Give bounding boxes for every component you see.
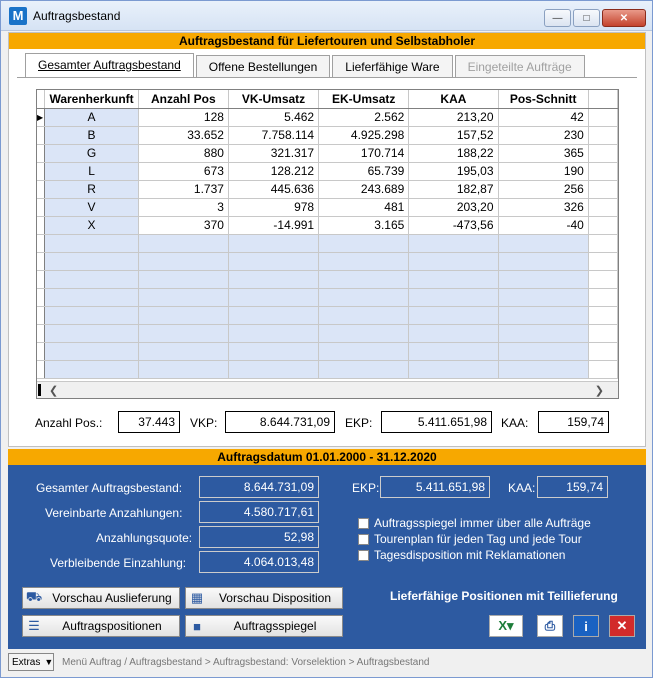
close-button[interactable] [609, 615, 635, 637]
top-panel [8, 32, 646, 447]
extras-dropdown[interactable] [8, 653, 54, 671]
table-cell[interactable] [409, 252, 498, 270]
table-cell-empty [588, 288, 617, 306]
table-cell[interactable]: 321.317 [228, 144, 318, 162]
table-cell[interactable] [138, 252, 228, 270]
table-cell[interactable] [319, 234, 409, 252]
table-cell[interactable]: 170.714 [319, 144, 409, 162]
table-cell[interactable] [45, 324, 138, 342]
table-cell[interactable]: A [45, 108, 138, 126]
col-header-empty [588, 90, 617, 108]
table-cell-empty [588, 306, 617, 324]
table-row[interactable] [37, 126, 618, 144]
table-cell[interactable] [498, 234, 588, 252]
row-selector[interactable] [37, 324, 45, 342]
excel-icon: X▾ [498, 618, 514, 633]
table-cell[interactable] [228, 324, 318, 342]
table-cell[interactable] [409, 270, 498, 288]
col-header[interactable]: EK-Umsatz [319, 90, 409, 108]
book-icon: ■ [193, 618, 201, 634]
table-cell-empty [588, 180, 617, 198]
table-row[interactable] [37, 162, 618, 180]
table-cell[interactable] [138, 234, 228, 252]
table-cell[interactable]: 2.562 [319, 108, 409, 126]
table-cell[interactable]: 182,87 [409, 180, 498, 198]
quote-value: 52,98 [199, 526, 319, 548]
table-cell[interactable] [498, 270, 588, 288]
table-cell[interactable] [319, 324, 409, 342]
page-banner: Auftragsbestand für Liefertouren und Selbstabholer [9, 33, 645, 49]
table-cell[interactable]: R [45, 180, 138, 198]
table-cell[interactable] [498, 324, 588, 342]
row-pointer-icon[interactable]: ▶ [37, 108, 45, 126]
printer-icon: ⎙ [544, 618, 556, 633]
col-header[interactable]: Pos-Schnitt [498, 90, 588, 108]
ekp-label: EKP: [345, 416, 373, 430]
table-cell[interactable]: 203,20 [409, 198, 498, 216]
vorschau-auslieferung-button[interactable] [22, 587, 180, 609]
table-cell[interactable]: X [45, 216, 138, 234]
table-cell[interactable] [228, 360, 318, 378]
summary-row [9, 411, 645, 437]
scroll-thumb[interactable] [38, 384, 41, 396]
detail-ekp-value: 5.411.651,98 [380, 476, 490, 498]
table-row[interactable] [37, 252, 618, 270]
table-cell[interactable] [45, 360, 138, 378]
table-cell[interactable]: -473,56 [409, 216, 498, 234]
info-icon: i [584, 618, 588, 634]
kaa-label: KAA: [501, 416, 529, 430]
title-bar[interactable] [1, 1, 652, 31]
table-cell[interactable] [498, 360, 588, 378]
table-row[interactable] [37, 342, 618, 360]
table-cell-empty [588, 108, 617, 126]
table-cell[interactable] [409, 288, 498, 306]
table-cell[interactable]: 3 [138, 198, 228, 216]
table-row[interactable] [37, 360, 618, 378]
row-selector[interactable] [37, 180, 45, 198]
tab-gesamter-auftragsbestand[interactable]: Gesamter Auftragsbestand [25, 53, 194, 77]
row-selector[interactable] [37, 126, 45, 144]
gesamt-label: Gesamter Auftragsbestand: [36, 481, 183, 495]
checkbox-label: Tourenplan für jeden Tag und jede Tour [374, 532, 582, 546]
table-cell-empty [588, 234, 617, 252]
table-cell[interactable]: 157,52 [409, 126, 498, 144]
close-window-button[interactable]: ✕ [602, 9, 646, 27]
table-cell[interactable] [228, 270, 318, 288]
checkbox-icon[interactable] [358, 518, 369, 529]
print-button[interactable] [537, 615, 563, 637]
detail-kaa-label: KAA: [508, 481, 536, 495]
table-cell[interactable]: 1.737 [138, 180, 228, 198]
table-cell[interactable]: 190 [498, 162, 588, 180]
table-row[interactable] [37, 180, 618, 198]
horizontal-scrollbar[interactable] [37, 381, 618, 398]
table-row[interactable] [37, 270, 618, 288]
vkp-value: 8.644.731,09 [225, 411, 335, 433]
col-header[interactable]: KAA [409, 90, 498, 108]
table-cell[interactable]: 230 [498, 126, 588, 144]
table-cell[interactable]: B [45, 126, 138, 144]
table-cell[interactable]: 3.165 [319, 216, 409, 234]
table-cell[interactable] [138, 360, 228, 378]
button-label: Vorschau Auslieferung [52, 591, 172, 605]
data-grid[interactable] [36, 89, 619, 399]
row-selector[interactable] [37, 270, 45, 288]
table-cell[interactable] [138, 288, 228, 306]
tab-divider [17, 77, 637, 78]
checkbox-tourenplan[interactable] [358, 532, 582, 546]
table-row[interactable] [37, 144, 618, 162]
checkbox-tagesdisposition[interactable] [358, 548, 565, 562]
table-cell[interactable] [409, 324, 498, 342]
vkp-label: VKP: [190, 416, 218, 430]
chevron-down-icon: ▼ [44, 657, 54, 667]
lieferfaehig-label: Lieferfähige Positionen mit Teillieferung [390, 589, 618, 603]
window-title: Auftragsbestand [33, 8, 121, 23]
table-row[interactable] [37, 216, 618, 234]
table-cell[interactable]: 65.739 [319, 162, 409, 180]
auftragspositionen-button[interactable] [22, 615, 180, 637]
scroll-left-icon[interactable]: ❮ [49, 385, 59, 397]
status-bar [8, 652, 646, 672]
table-cell[interactable] [228, 288, 318, 306]
table-cell[interactable]: 880 [138, 144, 228, 162]
row-selector[interactable] [37, 144, 45, 162]
table-cell[interactable]: G [45, 144, 138, 162]
table-cell-empty [588, 252, 617, 270]
row-selector[interactable] [37, 342, 45, 360]
table-cell[interactable] [498, 306, 588, 324]
table-cell-empty [588, 126, 617, 144]
table-cell[interactable] [45, 288, 138, 306]
kaa-value: 159,74 [538, 411, 609, 433]
table-cell[interactable]: -40 [498, 216, 588, 234]
table-cell[interactable] [319, 270, 409, 288]
maximize-button[interactable]: □ [573, 9, 600, 27]
extras-label: Extras [12, 656, 41, 668]
table-cell[interactable]: -14.991 [228, 216, 318, 234]
table-row[interactable] [37, 324, 618, 342]
table-cell[interactable] [45, 270, 138, 288]
col-header[interactable]: Warenherkunft [45, 90, 138, 108]
table-cell[interactable] [498, 342, 588, 360]
row-selector[interactable] [37, 234, 45, 252]
table-cell[interactable]: 213,20 [409, 108, 498, 126]
table-cell[interactable]: 4.925.298 [319, 126, 409, 144]
table-cell[interactable] [228, 234, 318, 252]
button-label: Auftragspositionen [62, 619, 162, 633]
table-row[interactable] [37, 234, 618, 252]
row-selector[interactable] [37, 198, 45, 216]
table-cell[interactable]: 5.462 [228, 108, 318, 126]
grid-table [37, 90, 618, 379]
checkbox-icon[interactable] [358, 550, 369, 561]
table-cell[interactable] [319, 360, 409, 378]
table-cell[interactable]: 370 [138, 216, 228, 234]
row-selector[interactable] [37, 288, 45, 306]
tab-eingeteilte-auftraege: Eingeteilte Aufträge [455, 55, 585, 77]
truck-icon: ⛟ [25, 589, 43, 604]
table-cell[interactable] [409, 234, 498, 252]
col-header[interactable]: VK-Umsatz [228, 90, 318, 108]
table-cell[interactable] [138, 342, 228, 360]
button-label: Vorschau Disposition [218, 591, 332, 605]
grid-header-row [37, 90, 618, 108]
info-button[interactable] [573, 615, 599, 637]
row-selector[interactable] [37, 360, 45, 378]
table-row[interactable] [37, 198, 618, 216]
details-panel [8, 449, 646, 649]
table-cell[interactable] [228, 252, 318, 270]
checkbox-icon[interactable] [358, 534, 369, 545]
table-cell-empty [588, 216, 617, 234]
table-cell[interactable]: 188,22 [409, 144, 498, 162]
row-selector-header [37, 90, 45, 108]
table-cell[interactable]: 673 [138, 162, 228, 180]
table-row[interactable] [37, 288, 618, 306]
table-cell[interactable] [498, 252, 588, 270]
table-cell-empty [588, 144, 617, 162]
minimize-button[interactable]: — [544, 9, 571, 27]
row-selector[interactable] [37, 306, 45, 324]
table-cell[interactable]: 326 [498, 198, 588, 216]
table-cell-empty [588, 324, 617, 342]
table-row[interactable] [37, 306, 618, 324]
table-cell[interactable]: 33.652 [138, 126, 228, 144]
table-cell[interactable] [228, 306, 318, 324]
gesamt-value: 8.644.731,09 [199, 476, 319, 498]
table-cell[interactable]: 243.689 [319, 180, 409, 198]
auftragsspiegel-button[interactable] [185, 615, 343, 637]
table-cell[interactable] [138, 306, 228, 324]
table-cell[interactable]: 195,03 [409, 162, 498, 180]
table-cell[interactable]: L [45, 162, 138, 180]
detail-ekp-label: EKP: [352, 481, 380, 495]
table-cell[interactable] [409, 360, 498, 378]
table-cell[interactable]: 42 [498, 108, 588, 126]
table-cell[interactable] [228, 342, 318, 360]
table-cell[interactable] [319, 306, 409, 324]
table-cell-empty [588, 270, 617, 288]
table-cell[interactable]: 128.212 [228, 162, 318, 180]
list-icon: ☰ [28, 618, 40, 633]
verbleibend-value: 4.064.013,48 [199, 551, 319, 573]
anzahl-value: 37.443 [118, 411, 180, 433]
calendar-icon: ▦ [190, 590, 204, 605]
table-cell[interactable] [45, 252, 138, 270]
table-cell[interactable] [138, 324, 228, 342]
table-cell[interactable]: 7.758.114 [228, 126, 318, 144]
vereinbart-value: 4.580.717,61 [199, 501, 319, 523]
table-cell[interactable] [498, 288, 588, 306]
button-label: Auftragsspiegel [233, 619, 317, 633]
table-cell[interactable]: 256 [498, 180, 588, 198]
table-cell[interactable] [45, 234, 138, 252]
detail-kaa-value: 159,74 [537, 476, 608, 498]
table-cell[interactable] [409, 306, 498, 324]
breadcrumb: Menü Auftrag / Auftragsbestand > Auftragsbestand: Vorselektion > Auftragsbestand [62, 656, 430, 668]
table-cell[interactable] [319, 342, 409, 360]
row-selector[interactable] [37, 252, 45, 270]
table-cell[interactable]: 978 [228, 198, 318, 216]
col-header[interactable]: Anzahl Pos [138, 90, 228, 108]
app-icon: M [9, 7, 27, 25]
row-selector[interactable] [37, 162, 45, 180]
table-cell-empty [588, 162, 617, 180]
anzahl-label: Anzahl Pos.: [35, 416, 103, 430]
excel-export-button[interactable] [489, 615, 523, 637]
table-cell[interactable]: 445.636 [228, 180, 318, 198]
checkbox-label: Auftragsspiegel immer über alle Aufträge [374, 516, 591, 530]
ekp-value: 5.411.651,98 [381, 411, 492, 433]
table-row[interactable] [37, 108, 618, 126]
vereinbart-label: Vereinbarte Anzahlungen: [45, 506, 183, 520]
verbleibend-label: Verbleibende Einzahlung: [50, 556, 187, 570]
scroll-right-icon[interactable]: ❯ [594, 385, 604, 397]
table-cell[interactable] [409, 342, 498, 360]
table-cell[interactable] [319, 288, 409, 306]
table-cell[interactable]: V [45, 198, 138, 216]
table-cell[interactable] [319, 252, 409, 270]
table-cell[interactable]: 128 [138, 108, 228, 126]
close-icon: ✕ [616, 618, 628, 633]
table-cell[interactable]: 481 [319, 198, 409, 216]
table-cell-empty [588, 342, 617, 360]
tab-bar [25, 53, 587, 77]
row-selector[interactable] [37, 216, 45, 234]
table-cell[interactable] [45, 306, 138, 324]
table-cell[interactable] [138, 270, 228, 288]
vorschau-disposition-button[interactable] [185, 587, 343, 609]
date-banner: Auftragsdatum 01.01.2000 - 31.12.2020 [8, 449, 646, 465]
table-cell-empty [588, 360, 617, 378]
checkbox-label: Tagesdisposition mit Reklamationen [374, 548, 566, 562]
tab-lieferfaehige-ware[interactable]: Lieferfähige Ware [332, 55, 452, 77]
table-cell-empty [588, 198, 617, 216]
table-cell[interactable] [45, 342, 138, 360]
checkbox-auftragsspiegel[interactable] [358, 516, 591, 530]
quote-label: Anzahlungsquote: [96, 531, 193, 545]
table-cell[interactable]: 365 [498, 144, 588, 162]
tab-offene-bestellungen[interactable]: Offene Bestellungen [196, 55, 331, 77]
